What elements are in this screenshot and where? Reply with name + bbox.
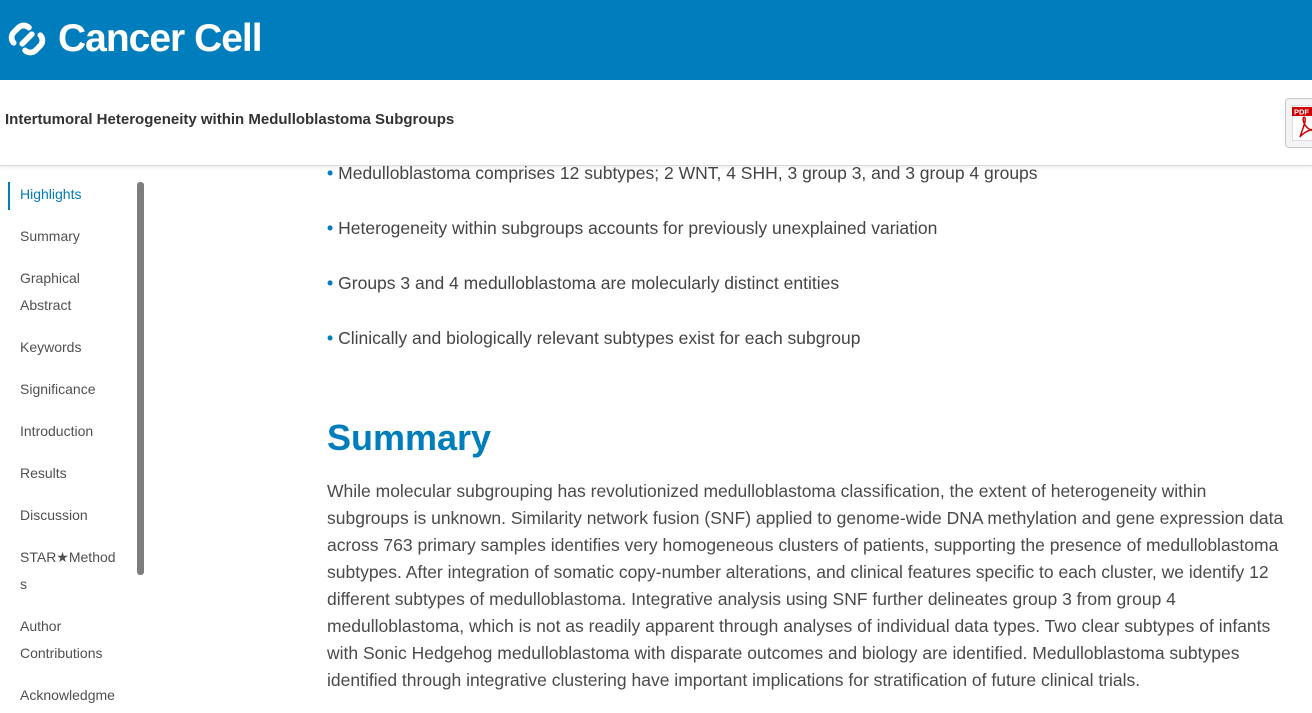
bullet-icon: • — [327, 218, 334, 238]
pdf-icon — [1292, 105, 1312, 141]
highlight-text: Groups 3 and 4 medulloblastoma are molecularly distinct entities — [338, 273, 840, 293]
nav-item-discussion[interactable]: Discussion — [20, 507, 88, 523]
highlight-item — [327, 218, 937, 239]
article-outline-nav — [0, 166, 150, 713]
nav-item-results[interactable]: Results — [20, 465, 67, 481]
bullet-icon: • — [327, 166, 334, 183]
journal-name: Cancer Cell — [58, 17, 262, 60]
summary-heading: Summary — [327, 417, 492, 458]
bullet-icon: • — [327, 328, 334, 348]
article-title: Intertumoral Heterogeneity within Medulloblastoma Subgroups — [5, 111, 455, 128]
highlight-item — [327, 328, 861, 349]
highlight-text: Heterogeneity within subgroups accounts for previously unexplained variation — [338, 218, 938, 238]
nav-item-introduction[interactable]: Introduction — [20, 423, 94, 439]
nav-scrollbar[interactable] — [137, 182, 144, 575]
nav-item-significance[interactable]: Significance — [20, 381, 96, 397]
bullet-icon: • — [327, 273, 334, 293]
active-section-indicator — [8, 182, 10, 210]
nav-item-highlights[interactable]: Highlights — [20, 186, 82, 202]
journal-logo[interactable] — [8, 17, 262, 61]
nav-item-acknowledgments[interactable]: Acknowledgme — [20, 687, 115, 703]
download-pdf-button[interactable] — [1285, 98, 1312, 148]
journal-header — [0, 0, 1312, 80]
highlight-item — [327, 273, 839, 294]
nav-item-keywords[interactable]: Keywords — [20, 339, 82, 355]
nav-item-star-methods[interactable]: STAR★Methods — [20, 549, 116, 592]
article-content — [327, 166, 1312, 713]
nav-item-summary[interactable]: Summary — [20, 228, 80, 244]
highlight-item — [327, 166, 1038, 184]
summary-paragraph: While molecular subgrouping has revolutionized medulloblastoma classification, the extent of heterogeneity within subgroups is unknown. Similarity network fusion (SNF) applied to genome-wide DNA methylation and gene expression data across 763 primary samples identifies very homogeneous clusters of patients, supporting the presence of medulloblastoma subtypes. After integration of somatic copy-number alterations, and clinical features specific to each cluster, we identify 12 different subtypes of medulloblastoma. Integrative analysis using SNF further delineates group 3 from group 4 medulloblastoma, which is not as readily apparent through analyses of individual data types. Two clear subtypes of infants with Sonic Hedgehog medulloblastoma with disparate outcomes and biology are identified. Medulloblastoma subtypes identified through integrative clustering have important implications for stratification of future clinical trials. — [327, 481, 1284, 690]
pdf-icon-label: PDF — [1294, 107, 1309, 117]
highlight-text: Medulloblastoma comprises 12 subtypes; 2 WNT, 4 SHH, 3 group 3, and 3 group 4 groups — [338, 166, 1038, 183]
cell-press-logo-icon — [8, 20, 46, 58]
nav-item-author-contributions[interactable]: Author Contributions — [20, 618, 103, 661]
article-title-bar — [0, 80, 1312, 166]
highlight-text: Clinically and biologically relevant subtypes exist for each subgroup — [338, 328, 861, 348]
nav-item-graphical-abstract[interactable]: Graphical Abstract — [20, 270, 80, 313]
